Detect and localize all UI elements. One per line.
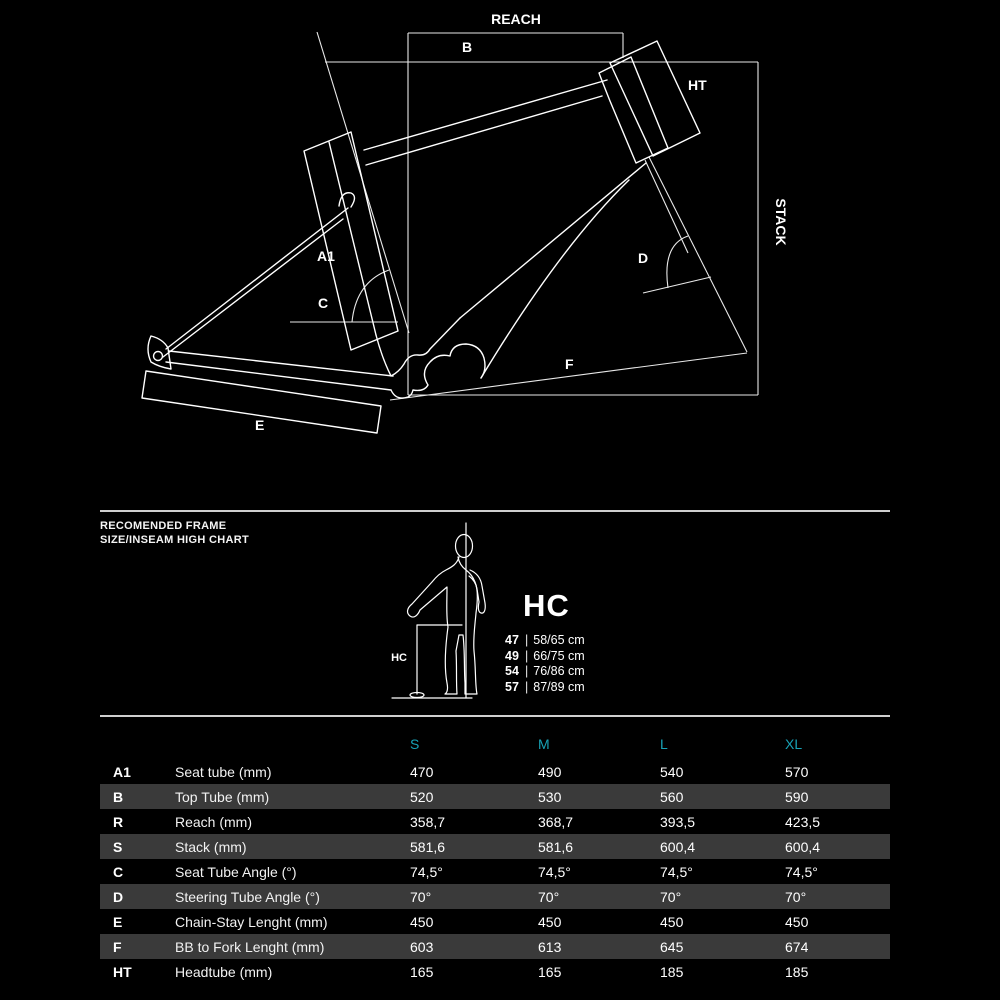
size-header-xl: XL xyxy=(785,736,803,752)
row-value-xl: 600,4 xyxy=(785,838,821,855)
row-value-xl: 674 xyxy=(785,938,809,955)
row-value-xl: 570 xyxy=(785,763,809,780)
row-value-l: 74,5° xyxy=(660,863,693,880)
row-label: Seat tube (mm) xyxy=(175,763,272,780)
down-tube-upper xyxy=(460,163,649,318)
header-spacer xyxy=(100,752,175,759)
rear-axle xyxy=(154,352,163,361)
row-label: Steering Tube Angle (°) xyxy=(175,888,320,905)
row-value-s: 603 xyxy=(410,938,434,955)
row-value-m: 613 xyxy=(538,938,562,955)
row-label: BB to Fork Lenght (mm) xyxy=(175,938,325,955)
steer-angle-arc xyxy=(667,236,688,288)
row-value-s: 165 xyxy=(410,963,434,980)
row-value-m: 70° xyxy=(538,888,560,905)
size-header-s: S xyxy=(410,736,420,752)
row-value-m: 74,5° xyxy=(538,863,571,880)
hc-pipe: | xyxy=(525,679,529,694)
reach-label: REACH xyxy=(491,11,541,27)
row-value-m: 490 xyxy=(538,763,562,780)
row-label: Top Tube (mm) xyxy=(175,788,270,805)
row-value-s: 70° xyxy=(410,888,432,905)
hc-heading: HC xyxy=(523,588,570,623)
bb-shell-upper xyxy=(376,318,460,376)
steer-angle-baseline xyxy=(643,277,711,293)
row-value-s: 520 xyxy=(410,788,434,805)
hc-inseam-range: 87/89 cm xyxy=(533,679,585,694)
row-value-m: 450 xyxy=(538,913,562,930)
chainstay-label: E xyxy=(255,417,265,433)
size-header-m: M xyxy=(538,736,550,752)
size-header-l: L xyxy=(660,736,668,752)
row-value-xl: 185 xyxy=(785,963,809,980)
hc-size-list xyxy=(505,633,585,695)
row-key: R xyxy=(113,813,124,830)
fork-axis-line xyxy=(649,157,747,352)
chain-stay-upper xyxy=(169,351,393,376)
toptube-label: B xyxy=(461,39,473,55)
table-row xyxy=(100,809,890,834)
row-value-m: 368,7 xyxy=(538,813,574,830)
table-row xyxy=(100,759,890,784)
row-value-l: 185 xyxy=(660,963,684,980)
inseam-figure xyxy=(380,515,510,710)
seat-angle-label: C xyxy=(318,295,329,311)
seattube-label: A1 xyxy=(317,248,335,264)
row-value-m: 530 xyxy=(538,788,562,805)
geometry-table xyxy=(100,717,890,984)
row-value-s: 358,7 xyxy=(410,813,446,830)
hc-title-line1: RECOMENDED FRAME xyxy=(100,520,227,532)
seat-tube-edge xyxy=(329,142,376,335)
stack-label: STACK xyxy=(773,198,789,246)
bb-shell-lower xyxy=(391,344,485,398)
row-label: Headtube (mm) xyxy=(175,963,273,980)
hc-inseam-range: 58/65 cm xyxy=(533,633,585,647)
hc-inseam-range: 66/75 cm xyxy=(533,648,585,663)
row-label: Seat Tube Angle (°) xyxy=(175,863,297,880)
table-row xyxy=(100,959,890,984)
row-key: S xyxy=(113,838,123,855)
seat-stay-lower xyxy=(163,219,343,357)
row-value-l: 70° xyxy=(660,888,682,905)
header-spacer xyxy=(175,752,410,759)
table-row xyxy=(100,834,890,859)
table-row xyxy=(100,859,890,884)
steer-angle-label: D xyxy=(638,250,649,266)
hc-size-row xyxy=(505,664,585,680)
hc-size-value: 47 xyxy=(505,633,519,647)
hc-title-line2: SIZE/INSEAM HIGH CHART xyxy=(100,534,249,546)
fork-axis-inner-line xyxy=(645,160,688,253)
headtube-label: HT xyxy=(688,77,707,93)
row-label: Reach (mm) xyxy=(175,813,253,830)
table-header-row xyxy=(100,717,890,759)
separator-top xyxy=(100,510,890,512)
hc-pipe: | xyxy=(525,633,529,647)
hc-pipe: | xyxy=(525,648,529,663)
headtube-measure-box xyxy=(610,41,700,156)
row-value-xl: 70° xyxy=(785,888,807,905)
hc-size-value: 49 xyxy=(505,648,519,663)
hc-pipe: | xyxy=(525,664,529,678)
hc-size-row xyxy=(505,633,585,649)
figure-head xyxy=(456,535,473,558)
hc-size-chart xyxy=(505,588,585,695)
seat-stay-upper xyxy=(166,208,348,349)
row-label: Chain-Stay Lenght (mm) xyxy=(175,913,328,930)
table-row xyxy=(100,934,890,959)
frame-outline xyxy=(142,41,700,433)
row-value-l: 393,5 xyxy=(660,813,696,830)
row-value-s: 450 xyxy=(410,913,434,930)
row-value-xl: 450 xyxy=(785,913,809,930)
hc-section-title xyxy=(100,519,249,547)
row-value-s: 74,5° xyxy=(410,863,443,880)
row-key: D xyxy=(113,888,124,905)
row-key: A1 xyxy=(113,763,131,780)
hc-size-value: 57 xyxy=(505,679,519,694)
row-value-l: 540 xyxy=(660,763,684,780)
row-value-m: 165 xyxy=(538,963,562,980)
top-tube-upper xyxy=(364,80,607,150)
hc-inseam-range: 76/86 cm xyxy=(533,664,585,678)
row-key: E xyxy=(113,913,123,930)
row-label: Stack (mm) xyxy=(175,838,247,855)
row-value-l: 600,4 xyxy=(660,838,696,855)
bb-fork-label: F xyxy=(565,356,574,372)
down-tube-lower xyxy=(481,180,629,378)
row-value-xl: 590 xyxy=(785,788,809,805)
row-value-s: 581,6 xyxy=(410,838,446,855)
table-row xyxy=(100,884,890,909)
chain-stay-lower xyxy=(166,362,391,390)
row-key: B xyxy=(113,788,124,805)
top-tube-lower xyxy=(366,96,602,165)
row-value-l: 450 xyxy=(660,913,684,930)
row-key: C xyxy=(113,863,124,880)
row-value-l: 560 xyxy=(660,788,684,805)
row-value-l: 645 xyxy=(660,938,684,955)
seat-tube-measure-box xyxy=(304,132,398,350)
hc-measure-label: HC xyxy=(391,652,407,664)
row-value-xl: 74,5° xyxy=(785,863,818,880)
head-tube xyxy=(599,57,668,163)
row-value-xl: 423,5 xyxy=(785,813,821,830)
table-row xyxy=(100,784,890,809)
hc-size-value: 54 xyxy=(505,664,519,678)
hc-size-row xyxy=(505,680,585,696)
table-row xyxy=(100,909,890,934)
row-key: F xyxy=(113,938,122,955)
hc-size-row xyxy=(505,649,585,665)
row-value-m: 581,6 xyxy=(538,838,574,855)
row-value-s: 470 xyxy=(410,763,434,780)
row-key: HT xyxy=(113,963,132,980)
